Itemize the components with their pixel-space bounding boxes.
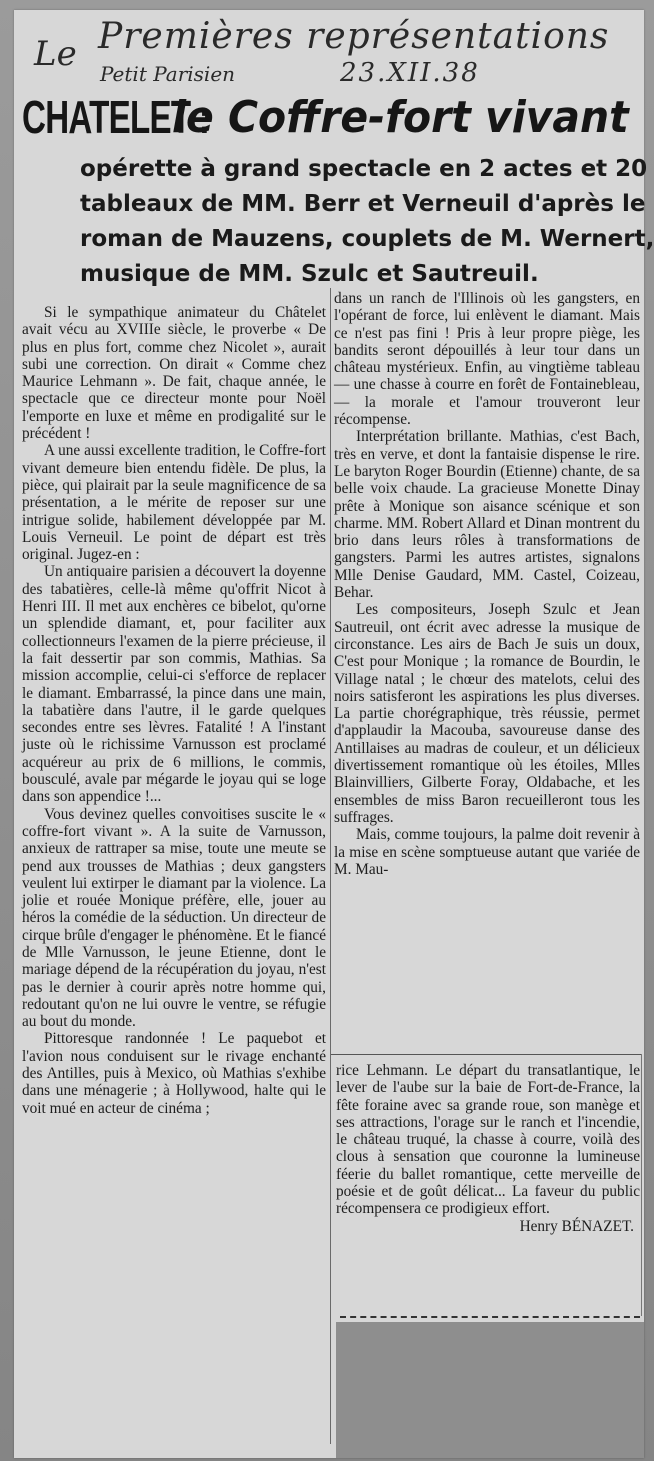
clipping-cut-corner (336, 1322, 644, 1458)
box-top-rule (331, 1054, 642, 1055)
paragraph: Vous devinez quelles convoitises suscite le « coffre-fort vivant ». A la suite de Varnusson, anxieux de rattraper sa mise, toute une meute se pend aux trousses de Mathias ; deux gangsters veulent lui extirper le diamant par la violence. La jolie et rouée Monique préfère, elle, jouer au héros la comédie de la séduction. Un directeur de cirque brûle d'engager le phénomène. Et le fiancé de Mlle Varnusson, le jeune Etienne, dont le mariage dépend de la récupération du joyau, n'est pas le dernier à courir après notre homme qui, redoutant qu'on ne lui ouvre le ventre, se réfugie au bout du monde. (22, 805, 326, 1031)
subhead-line: roman de Mauzens, couplets de M. Wernert, (80, 226, 654, 252)
article-column-2 (334, 290, 640, 878)
subhead-line: musique de MM. Szulc et Sautreuil. (80, 261, 539, 287)
article-column-3 (336, 1062, 640, 1235)
end-rule (340, 1316, 640, 1322)
subhead-line: tableaux de MM. Berr et Verneuil d'après le (80, 191, 646, 217)
paragraph: rice Lehmann. Le départ du transatlantique, le lever de l'aube sur la baie de Fort-de-France, la fête foraine avec sa grande roue, son manège et ses attractions, l'orage sur le ranch et l'incendie, le château truqué, la chasse à courre, voilà des clous à sensation que couronne la lumineuse féerie du ballet romantique, cette merveille de poésie et de goût délicat... La faveur du public récompensera ce prodigieux effort. (336, 1062, 640, 1218)
column-divider (330, 288, 331, 1444)
byline-last-name: BÉNAZET. (561, 1217, 634, 1235)
paragraph: Mais, comme toujours, la palme doit revenir à la mise en scène somptueuse autant que variée de M. Mau- (334, 826, 640, 878)
article-column-1 (22, 304, 326, 1117)
paragraph: Pittoresque randonnée ! Le paquebot et l'avion nous conduisent sur le rivage enchanté des Antilles, puis à Mexico, où Mathias s'exhibe dans une ménagerie ; à Hollywood, halte qui le voit mué en acteur de cinéma ; (22, 1030, 326, 1117)
byline (336, 1218, 640, 1235)
handwritten-le: Le (34, 34, 77, 74)
paragraph: Interprétation brillante. Mathias, c'est Bach, très en verve, et dont la fantaisie dispense le rire. Le baryton Roger Bourdin (Etienne) chante, de sa belle voix chaude. La gracieuse Monette Dinay prête à Monique son aisance scénique et son charme. MM. Robert Allard et Dinan montrent du brio dans leurs rôles à transformations de gangsters. Parmi les autres artistes, signalons Mlle Denise Gaudard, MM. Castel, Coizeau, Behar. (334, 428, 640, 602)
byline-first-name: Henry (519, 1217, 558, 1235)
paragraph: dans un ranch de l'Illinois où les gangsters, en l'opérant de force, lui enlèvent le diamant. Mais ce n'est pas fini ! Pris à leur propre piège, les bandits seront dépouillés à leur tour dans un château mystérieux. Enfin, au vingtième tableau — une chasse à courre en forêt de Fontainebleau, — la morale et l'amour trouveront leur récompense. (334, 290, 640, 429)
subhead-line: opérette à grand spectacle en 2 actes et 20 (80, 156, 648, 182)
headline-theatre: CHATELET : (22, 91, 210, 143)
handwritten-source: Petit Parisien (100, 62, 236, 86)
paragraph: Un antiquaire parisien a découvert la doyenne des tabatières, celle-là même qu'offrit Nicot à Henri III. Il met aux enchères ce bibelot, qu'orne un splendide diamant, et, pour faciliter aux collectionneurs l'examen de la pierre précieuse, il la fait dessertir par son commis, Mathias. Sa mission accomplie, celui-ci s'efforce de replacer le diamant. Embarrassé, la pince dans une main, la tabatière dans l'autre, il le garde quelques secondes entre ses lèvres. Fatalité ! A l'instant juste où le richissime Varnusson est proclamé acquéreur au prix de 6 millions, le commis, bousculé, avale par mégarde le joyau qui se loge dans son appendice !... (22, 563, 326, 806)
paragraph: A une aussi excellente tradition, le Coffre-fort vivant demeure bien entendu fidèle. De plus, la pièce, qui plairait par la seule magnificence de sa présentation, a le mérite de reposer sur une intrigue solide, habilement développée par M. Louis Verneuil. Le point de départ est très original. Jugez-en : (22, 442, 326, 564)
box-right-rule (641, 1054, 642, 1316)
headline-title: le Coffre-fort vivant (172, 92, 629, 143)
paragraph: Si le sympathique animateur du Châtelet avait vécu au XVIIIe siècle, le proverbe « De plus en plus fort, comme chez Nicolet », aurait subi une correction. On dirait « Comme chez Maurice Lehmann ». De fait, chaque année, le spectacle que ce directeur monte pour Noël l'emporte en luxe et même en prodigalité sur le précédent ! (22, 304, 326, 443)
subheadline (80, 152, 654, 292)
paragraph: Les compositeurs, Joseph Szulc et Jean Sautreuil, ont écrit avec adresse la musique de circonstance. Les airs de Bach Je suis un doux, C'est pour Monique ; la romance de Bourdin, le Village natal ; le chœur des matelots, celui des noirs satisferont les aspirations les plus diverses. La partie chorégraphique, très réussie, permet d'applaudir la Macouba, savoureuse danse des Antillaises au madras de couleur, et un délicieux divertissement romantique où les étoiles, Mlles Blainvilliers, Gilberte Foray, Oldabache, et les ensembles de miss Baron recueilleront tous les suffrages. (334, 601, 640, 826)
handwritten-heading: Premières représentations (98, 16, 610, 57)
handwritten-date: 23.XII.38 (340, 58, 480, 88)
headline (22, 90, 642, 146)
